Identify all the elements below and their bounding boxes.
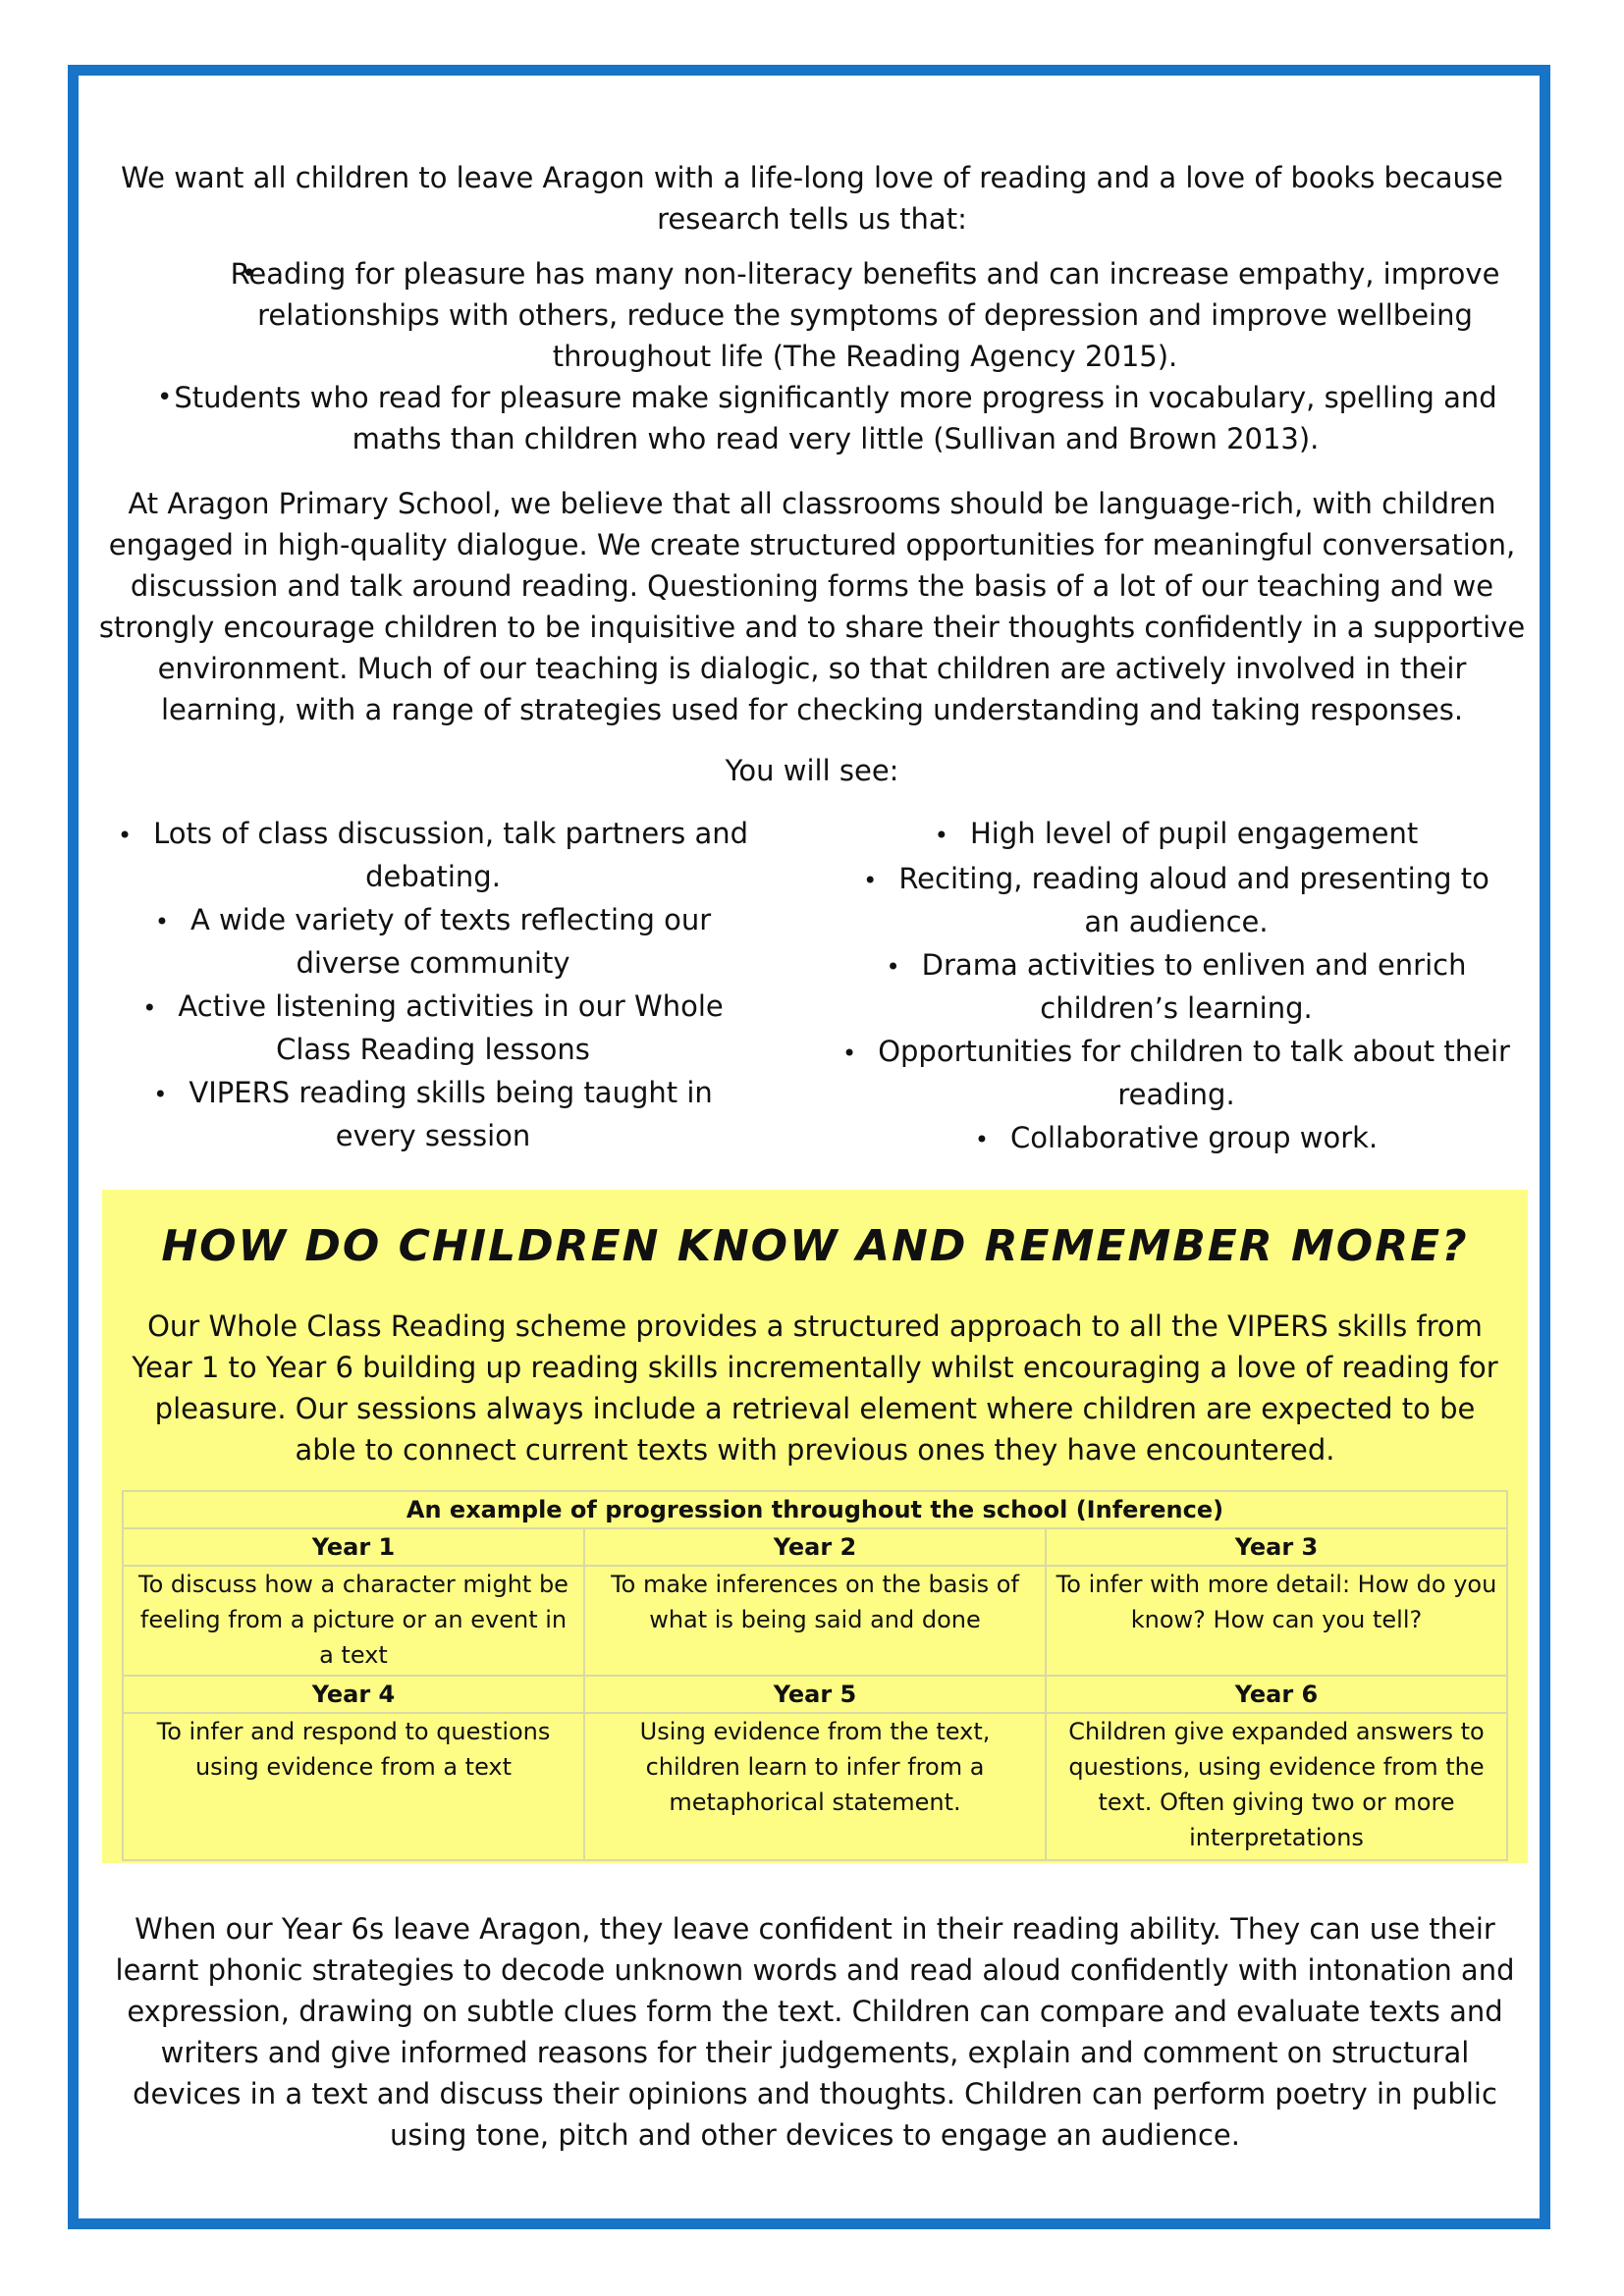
table-cell: To discuss how a character might be feeling from a picture or an event in a text: [123, 1566, 584, 1676]
research-bullet-list: [94, 253, 1530, 459]
outro-section: [108, 1908, 1522, 2156]
bullet-icon: •: [142, 994, 157, 1022]
table-cell: Children give expanded answers to questions, using evidence from the text. Often giving two or more interpretations: [1046, 1713, 1507, 1860]
table-cell: Using evidence from the text, children learn to infer from a metaphorical statement.: [584, 1713, 1046, 1860]
research-bullet: • Reading for pleasure has many non-literacy benefits and can increase empathy, improve relationships with others, reduce the symptoms of depression and improve wellbeing throughout life (The Reading Agency 2015).: [94, 253, 1530, 377]
table-row: [123, 1566, 1507, 1676]
you-will-see-label: You will see:: [725, 754, 899, 787]
bullet-icon: •: [842, 1040, 857, 1067]
list-item: • Drama activities to enliven and enrich children’s learning.: [886, 948, 1467, 1025]
remember-more-section: [102, 1190, 1528, 1863]
list-item: • Collaborative group work.: [823, 1117, 1530, 1160]
table-header: Year 5: [584, 1676, 1046, 1713]
classroom-paragraph: At Aragon Primary School, we believe that all classrooms should be language-rich, with children engaged in high-quality dialogue. We create structured opportunities for meaningful conversation, discussion and talk around reading. Questioning forms the basis of a lot of our teaching and we strongly encourage children to be inquisitive and to share their thoughts confidently in a supportive environment. Much of our teaching is dialogic, so that children are actively involved in their learning, with a range of strategies used for checking understanding and taking responses.: [98, 487, 1526, 726]
table-header: Year 1: [123, 1528, 584, 1566]
list-item: • Reciting, reading aloud and presenting to an audience.: [863, 862, 1489, 938]
research-bullet: • Students who read for pleasure make significantly more progress in vocabulary, spelling and maths than children who read very little (Sullivan and Brown 2013).: [94, 377, 1530, 459]
bullet-icon: •: [974, 1126, 989, 1153]
bullet-icon: •: [934, 822, 948, 849]
bullet-icon: •: [154, 908, 169, 935]
you-will-see-columns: [94, 813, 1530, 1162]
list-item: • Opportunities for children to talk about their reading.: [842, 1035, 1510, 1111]
table-cell: To infer with more detail: How do you know? How can you tell?: [1046, 1566, 1507, 1676]
list-item: • A wide variety of texts reflecting our diverse community: [154, 903, 712, 980]
bullet-icon: •: [863, 867, 878, 894]
table-header: Year 4: [123, 1676, 584, 1713]
section-heading: HOW DO CHILDREN KNOW AND REMEMBER MORE?: [161, 1221, 1469, 1271]
list-item: • Lots of class discussion, talk partners and debating.: [117, 817, 749, 893]
table-row: [123, 1713, 1507, 1860]
table-caption: An example of progression throughout the school (Inference): [123, 1491, 1507, 1528]
list-item: • VIPERS reading skills being taught in every session: [153, 1076, 713, 1152]
bullet-icon: •: [117, 822, 133, 849]
main-content: [94, 157, 1530, 1162]
table-header-row: [123, 1528, 1507, 1566]
list-item: • High level of pupil engagement: [823, 813, 1530, 856]
table-header-row: [123, 1676, 1507, 1713]
see-list-right: [823, 813, 1530, 1162]
section-paragraph: Our Whole Class Reading scheme provides a structured approach to all the VIPERS skills from Year 1 to Year 6 building up reading skills incrementally whilst encouraging a love of reading for pleasure. Our sessions always include a retrieval element where children are expected to be able to connect current texts with previous ones they have encountered.: [132, 1309, 1498, 1467]
bullet-icon: •: [153, 1081, 168, 1108]
table-header: Year 3: [1046, 1528, 1507, 1566]
table-caption-row: [123, 1491, 1507, 1528]
table-cell: To infer and respond to questions using evidence from a text: [123, 1713, 584, 1860]
intro-paragraph: We want all children to leave Aragon with a life-long love of reading and a love of books because research tells us that:: [121, 161, 1503, 236]
list-item: • Active listening activities in our Whole Class Reading lessons: [142, 989, 724, 1066]
table-header: Year 6: [1046, 1676, 1507, 1713]
table-header: Year 2: [584, 1528, 1046, 1566]
table-cell: To make inferences on the basis of what is being said and done: [584, 1566, 1046, 1676]
outro-paragraph: When our Year 6s leave Aragon, they leave confident in their reading ability. They can use their learnt phonic strategies to decode unknown words and read aloud confidently with intonation and expression, drawing on subtle clues form the text. Children can compare and evaluate texts and writers and give informed reasons for their judgements, explain and comment on structural devices in a text and discuss their opinions and thoughts. Children can perform poetry in public using tone, pitch and other devices to engage an audience.: [115, 1912, 1515, 2152]
progression-table: [122, 1490, 1508, 1861]
see-list-left: [94, 813, 772, 1162]
bullet-icon: •: [886, 953, 900, 981]
